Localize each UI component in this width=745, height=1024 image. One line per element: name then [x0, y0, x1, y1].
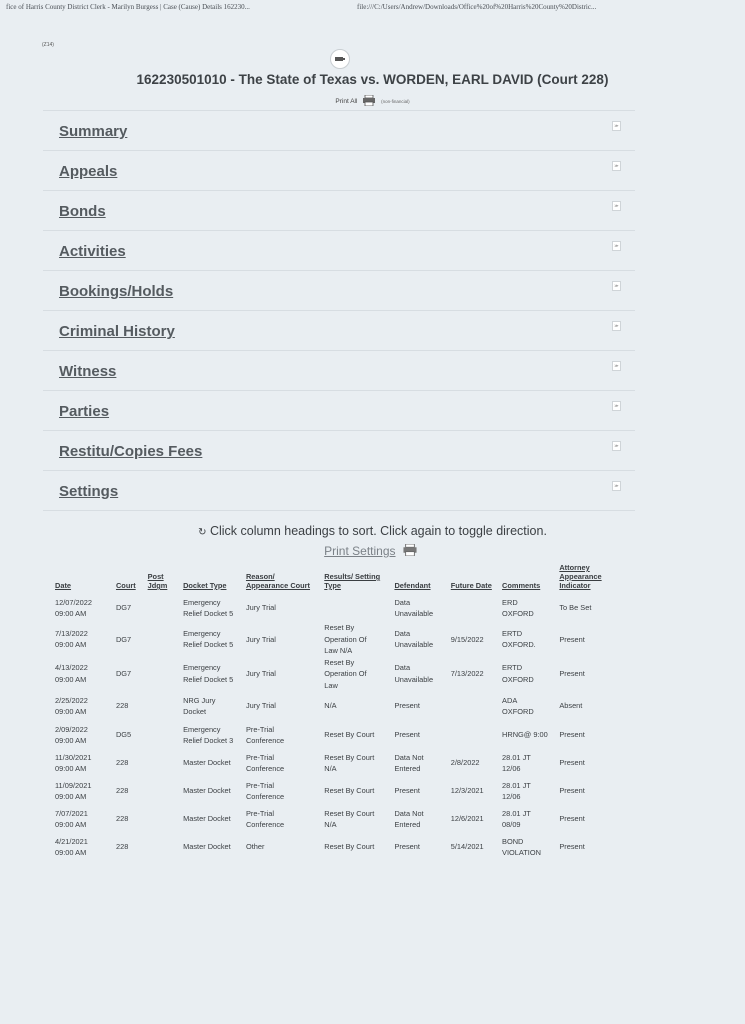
cell-date: 4/21/2021 09:00 AM: [55, 836, 88, 857]
col-defendant[interactable]: Defendant: [394, 581, 431, 590]
cell-defendant: Data Not Entered: [394, 752, 424, 773]
cell-post-jdgm: [144, 594, 179, 622]
section-label[interactable]: Bonds: [59, 203, 106, 220]
cell-court: 228: [115, 701, 129, 711]
cell-post-jdgm: [144, 805, 179, 833]
cell-defendant: Data Unavailable: [394, 628, 434, 650]
cell-results: Reset By Operation Of Law: [324, 657, 367, 690]
cell-attorney: Absent: [559, 701, 583, 711]
cell-comments: 28.01 JT 08/09: [502, 808, 531, 829]
cell-post-jdgm: [144, 777, 179, 805]
court-logo-icon: [330, 49, 350, 69]
section-summary[interactable]: [43, 110, 635, 150]
cell-court: DG7: [115, 669, 132, 678]
cell-comments: HRNG@ 9:00: [502, 730, 548, 740]
section-label[interactable]: Witness: [59, 363, 117, 380]
cell-date: 11/30/2021 09:00 AM: [55, 752, 92, 773]
cell-results: N/A: [324, 701, 337, 711]
col-post-jdgm[interactable]: Post Jdgm: [147, 572, 168, 590]
cell-comments: ERD OXFORD: [502, 597, 534, 618]
cell-post-jdgm: [144, 657, 179, 692]
cell-reason: Jury Trial: [245, 634, 276, 644]
cell-date: 11/09/2021 09:00 AM: [55, 780, 92, 801]
cell-future-date: 12/3/2021: [450, 786, 484, 796]
cell-reason: Pre-Trial Conference: [245, 808, 285, 829]
page-corner-mark: (Z14): [42, 42, 54, 48]
cell-docket-type: Emergency Relief Docket 5: [183, 663, 234, 684]
section-label[interactable]: Appeals: [59, 163, 118, 180]
print-settings-link[interactable]: Print Settings: [324, 544, 396, 558]
print-all-note: (non-financial): [381, 99, 410, 105]
cell-future-date: [447, 721, 498, 749]
col-reason[interactable]: Reason/ Appearance Court: [245, 572, 311, 590]
table-body: [51, 594, 611, 861]
printer-icon[interactable]: [362, 95, 376, 108]
table-header-row: [51, 563, 611, 594]
table-row: [51, 749, 611, 777]
cell-date: 7/13/2022 09:00 AM: [55, 628, 88, 650]
cell-results: Reset By Court: [324, 842, 375, 852]
section-criminal-history[interactable]: [43, 310, 635, 350]
col-future-date[interactable]: Future Date: [450, 581, 492, 590]
table-row: [51, 777, 611, 805]
section-witness[interactable]: [43, 350, 635, 390]
section-settings[interactable]: [43, 470, 635, 511]
cell-date: 2/09/2022 09:00 AM: [55, 724, 88, 745]
table-row: [51, 691, 611, 721]
section-bonds[interactable]: [43, 190, 635, 230]
cell-results: [320, 594, 390, 622]
cell-attorney: Present: [559, 842, 585, 852]
cell-defendant: Data Unavailable: [394, 663, 434, 684]
col-court[interactable]: Court: [115, 581, 136, 590]
expand-icon[interactable]: ≫: [612, 121, 621, 131]
cell-reason: Jury Trial: [245, 701, 276, 711]
cell-docket-type: Master Docket: [183, 758, 231, 768]
expand-icon[interactable]: ≫: [612, 321, 621, 331]
cell-court: 228: [115, 814, 129, 824]
cell-future-date: 12/6/2021: [450, 814, 484, 824]
cell-results: Reset By Court N/A: [324, 808, 375, 829]
section-label[interactable]: Settings: [59, 483, 119, 500]
table-row: [51, 657, 611, 692]
section-restitu-copies-fees[interactable]: [43, 430, 635, 470]
cell-attorney: Present: [559, 814, 585, 824]
col-comments[interactable]: Comments: [502, 581, 541, 590]
section-label[interactable]: Bookings/Holds: [59, 283, 174, 300]
cell-docket-type: Emergency Relief Docket 3: [183, 724, 234, 745]
cell-attorney: Present: [559, 669, 585, 678]
cell-court: 228: [115, 842, 129, 852]
cell-court: DG7: [115, 634, 132, 644]
cell-reason: Jury Trial: [245, 603, 276, 613]
section-label[interactable]: Activities: [59, 243, 126, 260]
section-label[interactable]: Criminal History: [59, 323, 175, 340]
cell-results: Reset By Court N/A: [324, 752, 375, 773]
section-activities[interactable]: [43, 230, 635, 270]
cell-date: 12/07/2022 09:00 AM: [55, 597, 92, 618]
settings-table: [51, 563, 611, 861]
cell-date: 2/25/2022 09:00 AM: [55, 695, 88, 716]
cell-docket-type: NRG Jury Docket: [183, 695, 216, 716]
section-label[interactable]: Summary: [59, 123, 128, 140]
print-header-url: file:///C:/Users/Andrew/Downloads/Office%20of%20Harris%20County%20Distric...: [357, 3, 597, 11]
cell-reason: Pre-Trial Conference: [245, 780, 285, 801]
cell-date: 4/13/2022 09:00 AM: [55, 663, 88, 684]
cell-docket-type: Emergency Relief Docket 5: [183, 597, 234, 618]
col-docket-type[interactable]: Docket Type: [183, 581, 227, 590]
cell-attorney: To Be Set: [559, 603, 592, 613]
cell-results: Reset By Court: [324, 730, 375, 740]
cell-future-date: [447, 691, 498, 721]
cell-comments: ADA OXFORD: [502, 695, 534, 716]
cell-docket-type: Master Docket: [183, 842, 231, 852]
cell-comments: ERTD OXFORD: [502, 663, 534, 684]
cell-attorney: Present: [559, 634, 585, 644]
col-date[interactable]: Date: [55, 581, 72, 590]
cell-future-date: 5/14/2021: [450, 842, 484, 852]
print-all[interactable]: [0, 95, 745, 108]
cell-defendant: Data Not Entered: [394, 808, 424, 829]
cell-future-date: 9/15/2022: [450, 634, 484, 644]
section-appeals[interactable]: [43, 150, 635, 190]
table-row: [51, 833, 611, 861]
cell-future-date: 7/13/2022: [450, 669, 484, 678]
cell-comments: BOND VIOLATION: [502, 836, 541, 857]
expand-icon[interactable]: ≫: [612, 161, 621, 171]
section-label[interactable]: Restitu/Copies Fees: [59, 443, 203, 460]
cell-future-date: 2/8/2022: [450, 758, 480, 768]
cell-court: 228: [115, 758, 129, 768]
cell-comments: ERTD OXFORD.: [502, 628, 536, 650]
cell-comments: 28.01 JT 12/06: [502, 780, 531, 801]
browser-print-header: [0, 3, 745, 17]
cell-post-jdgm: [144, 833, 179, 861]
table-row: [51, 805, 611, 833]
expand-icon[interactable]: ≫: [612, 281, 621, 291]
table-row: [51, 721, 611, 749]
cell-court: 228: [115, 786, 129, 796]
printer-icon[interactable]: [402, 544, 418, 559]
col-results[interactable]: Results/ Setting Type: [324, 572, 381, 590]
section-label[interactable]: Parties: [59, 403, 110, 420]
cell-attorney: Present: [559, 786, 585, 796]
print-settings[interactable]: [0, 544, 745, 559]
cell-court: DG5: [115, 730, 132, 740]
table-row: [51, 594, 611, 622]
cell-post-jdgm: [144, 691, 179, 721]
cell-defendant: Present: [394, 701, 420, 711]
section-bookings-holds[interactable]: [43, 270, 635, 310]
cell-post-jdgm: [144, 749, 179, 777]
cell-reason: Pre-Trial Conference: [245, 752, 285, 773]
cell-reason: Other: [245, 842, 265, 852]
case-title: 162230501010 - The State of Texas vs. WORDEN, EARL DAVID (Court 228): [136, 72, 609, 87]
cell-post-jdgm: [144, 721, 179, 749]
expand-icon[interactable]: ≫: [612, 481, 621, 491]
cell-defendant: Present: [394, 842, 420, 852]
section-parties[interactable]: [43, 390, 635, 430]
expand-icon[interactable]: ≫: [612, 441, 621, 451]
print-header-title: fice of Harris County District Clerk - Marilyn Burgess | Case (Cause) Details 162230...: [6, 3, 250, 11]
cell-docket-type: Master Docket: [183, 814, 231, 824]
cell-results: Reset By Court: [324, 786, 375, 796]
cell-docket-type: Master Docket: [183, 786, 231, 796]
expand-icon[interactable]: ≫: [612, 361, 621, 371]
print-all-label[interactable]: Print All: [335, 98, 358, 106]
cell-attorney: Present: [559, 758, 585, 768]
expand-icon[interactable]: ≫: [612, 241, 621, 251]
cell-future-date: [447, 594, 498, 622]
cell-results: Reset By Operation Of Law N/A: [324, 623, 367, 655]
case-sections: [43, 110, 635, 511]
cell-defendant: Present: [394, 730, 420, 740]
cell-defendant: Data Unavailable: [394, 597, 434, 618]
cell-comments: 28.01 JT 12/06: [502, 752, 531, 773]
cell-reason: Pre-Trial Conference: [245, 724, 285, 745]
cell-defendant: Present: [394, 786, 420, 796]
col-attorney[interactable]: Attorney Appearance Indicator: [559, 563, 602, 590]
expand-icon[interactable]: ≫: [612, 201, 621, 211]
cell-post-jdgm: [144, 622, 179, 657]
cell-court: DG7: [115, 603, 132, 613]
sort-hint: [0, 524, 745, 538]
cell-date: 7/07/2021 09:00 AM: [55, 808, 88, 829]
expand-icon[interactable]: ≫: [612, 401, 621, 411]
cell-attorney: Present: [559, 730, 585, 740]
cell-docket-type: Emergency Relief Docket 5: [183, 628, 234, 650]
sort-hint-text: Click column headings to sort. Click again to toggle direction.: [209, 524, 547, 538]
refresh-icon: ↻: [198, 527, 207, 538]
cell-reason: Jury Trial: [245, 669, 276, 678]
table-row: [51, 622, 611, 657]
